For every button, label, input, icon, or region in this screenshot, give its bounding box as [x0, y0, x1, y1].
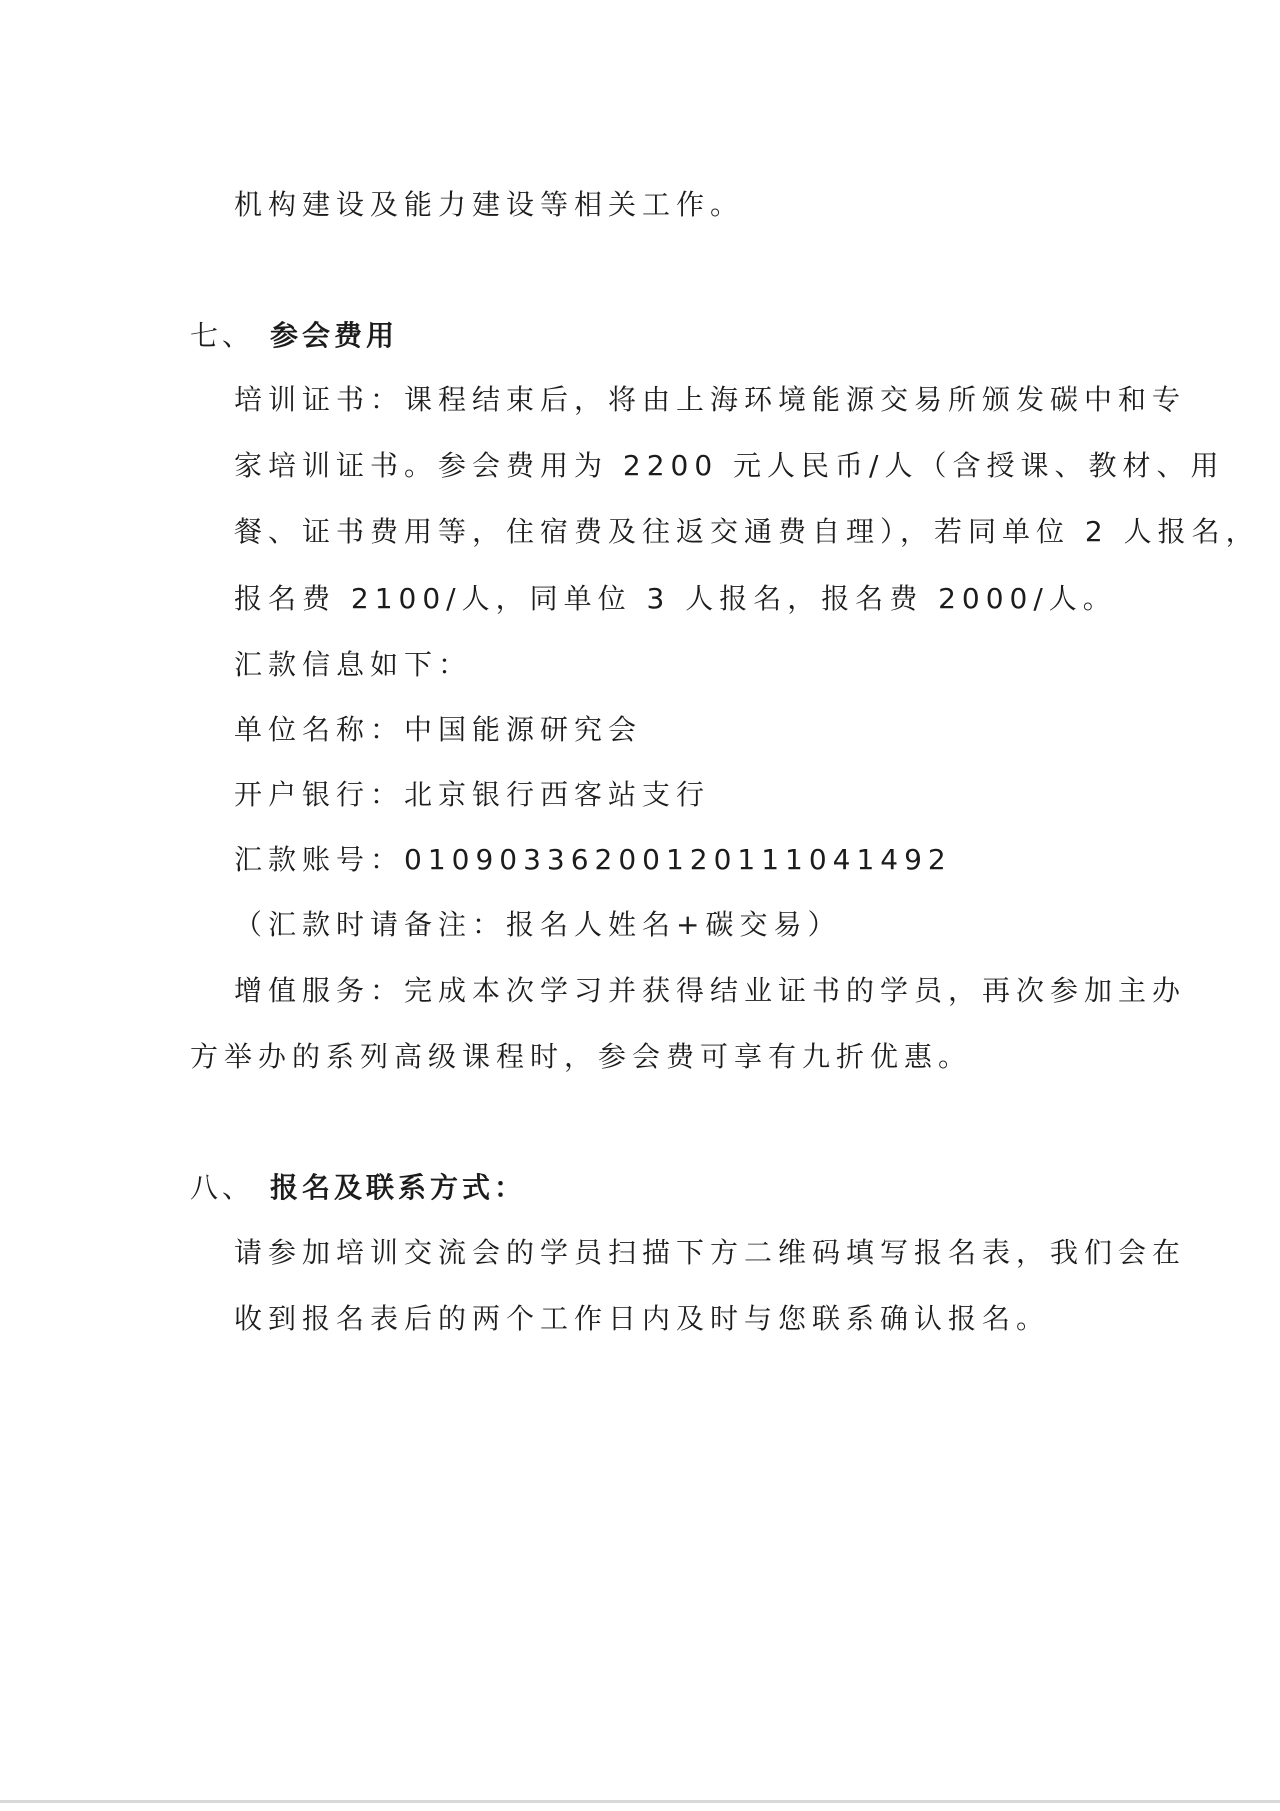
remit-unit-name: 单位名称：中国能源研究会	[234, 713, 643, 746]
paragraph-continuation: 机构建设及能力建设等相关工作。	[234, 188, 745, 221]
section-heading-signup	[190, 1170, 526, 1206]
fees-paragraph-line: 培训证书：课程结束后，将由上海环境能源交易所颁发碳中和专	[234, 383, 1187, 416]
fees-paragraph-line: 家培训证书。参会费用为 2200 元人民币/人（含授课、教材、用	[234, 449, 1225, 482]
signup-paragraph-line: 请参加培训交流会的学员扫描下方二维码填写报名表，我们会在	[234, 1236, 1187, 1269]
service-paragraph-line: 方举办的系列高级课程时，参会费可享有九折优惠。	[190, 1040, 973, 1073]
section-title: 参会费用	[270, 319, 399, 352]
remit-intro: 汇款信息如下：	[234, 648, 473, 681]
fees-paragraph-line: 餐、证书费用等，住宿费及往返交通费自理），若同单位 2 人报名，	[234, 515, 1260, 548]
service-paragraph-line: 增值服务：完成本次学习并获得结业证书的学员，再次参加主办	[234, 974, 1187, 1007]
remit-bank: 开户银行：北京银行西客站支行	[234, 778, 711, 811]
remit-account: 汇款账号：01090336200120111041492	[234, 843, 952, 876]
section-heading-fees	[190, 318, 398, 354]
fees-paragraph-line: 报名费 2100/人，同单位 3 人报名，报名费 2000/人。	[234, 582, 1117, 615]
page-bottom-divider	[0, 1800, 1280, 1803]
section-number: 七、	[190, 319, 255, 352]
section-number: 八、	[190, 1171, 255, 1204]
remit-note: （汇款时请备注：报名人姓名+碳交易）	[234, 908, 842, 941]
section-title: 报名及联系方式：	[270, 1171, 527, 1204]
signup-paragraph-line: 收到报名表后的两个工作日内及时与您联系确认报名。	[234, 1302, 1051, 1335]
